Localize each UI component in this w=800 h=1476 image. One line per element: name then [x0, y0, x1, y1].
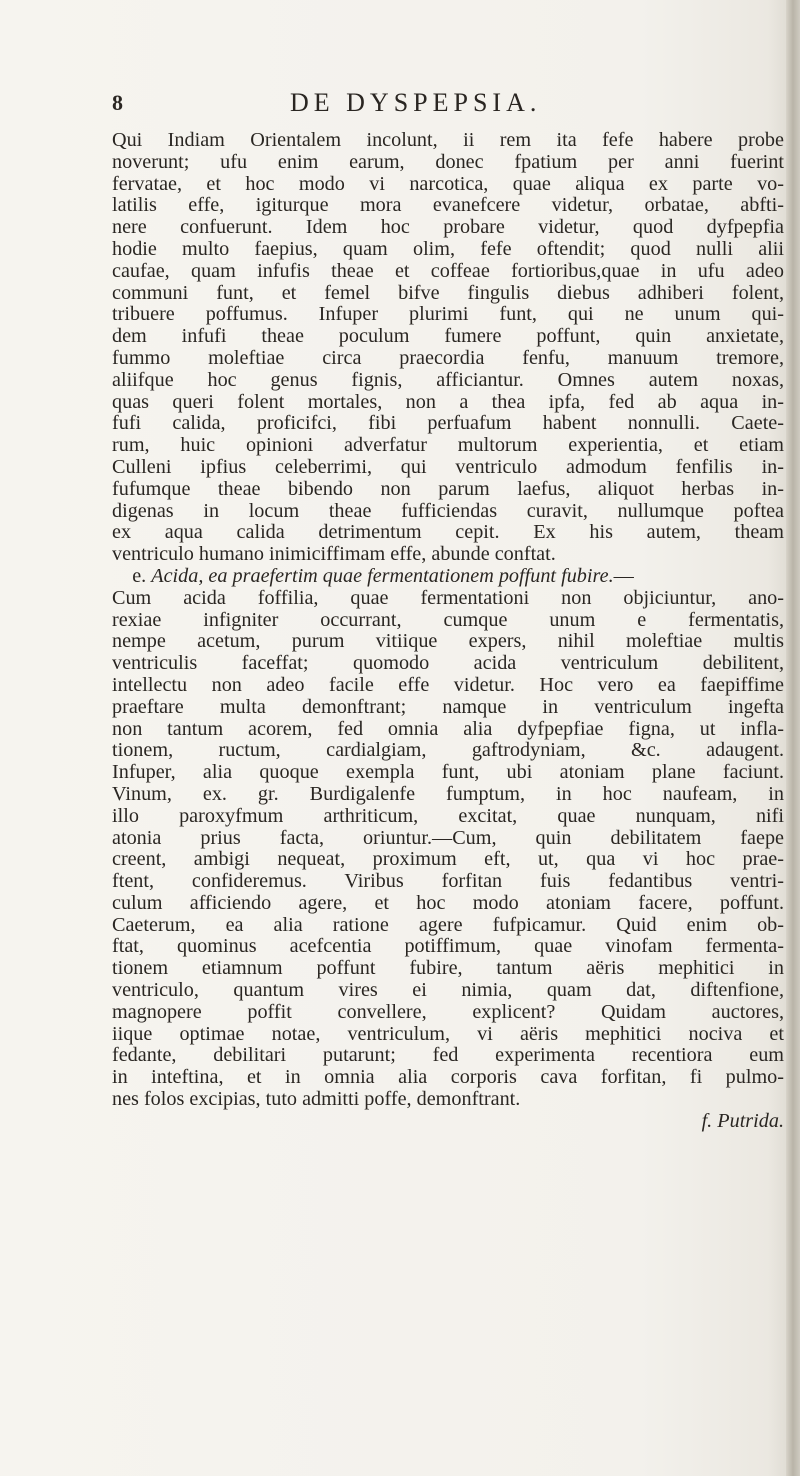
text-line: Qui Indiam Orientalem incolunt, ii rem ita fefe habere probe: [112, 129, 784, 151]
text-line: latilis effe, igiturque mora evanefcere videtur, orbatae, abfti-: [112, 194, 784, 217]
page-number: 8: [112, 90, 123, 115]
text-line: iique optimae notae, ventriculum, vi aëris mephitici nociva et: [112, 1022, 784, 1045]
text-line: fufumque theae bibendo non parum laefus, aliquot herbas in-: [112, 477, 784, 500]
text-line: ventriculis faceffat; quomodo acida ventriculum debilitent,: [112, 652, 784, 675]
text-line: magnopere poffit convellere, explicent? Quidam auctores,: [112, 1000, 784, 1023]
text-line: nempe acetum, purum vitiique expers, nihil moleftiae multis: [112, 630, 784, 653]
text-line: tionem etiamnum poffunt fubire, tantum aëris mephitici in: [112, 957, 784, 980]
text-line: Vinum, ex. gr. Burdigalenfe fumptum, in hoc naufeam, in: [112, 782, 784, 805]
text-line: Culleni ipfius celeberrimi, qui ventriculo admodum fenfilis in-: [112, 455, 784, 478]
text-line: fedante, debilitari putarunt; fed experimenta recentiora eum: [112, 1044, 784, 1067]
text-line: communi funt, et femel bifve fingulis diebus adhiberi folent,: [112, 281, 784, 304]
page-header: [112, 90, 632, 124]
text-line: digenas in locum theae fufficiendas curavit, nullumque poftea: [112, 499, 784, 522]
section-heading: [112, 566, 784, 588]
text-line: nes folos excipias, tuto admitti poffe, demonftrant.: [112, 1088, 521, 1111]
body-text: [112, 130, 784, 1133]
text-line: intellectu non adeo facile effe videtur. Hoc vero ea faepiffime: [112, 673, 784, 696]
text-line: illo paroxyfmum arthriticum, excitat, quae nunquam, nifi: [112, 804, 784, 827]
section-dash: —: [613, 564, 634, 587]
text-line: ex aqua calida detrimentum cepit. Ex his autem, theam: [112, 521, 784, 544]
text-line: ventriculo humano inimiciffimam effe, abunde conftat.: [112, 543, 556, 566]
text-line: fummo moleftiae circa praecordia fenfu, manuum tremore,: [112, 346, 784, 369]
text-line: ftat, quominus acefcentia potiffimum, quae vinofam fermenta-: [112, 935, 784, 958]
text-line: Caeterum, ea alia ratione agere fufpicamur. Quid enim ob-: [112, 913, 784, 936]
text-line: tribuere poffumus. Infuper plurimi funt, qui ne unum qui-: [112, 303, 784, 326]
text-line: tionem, ructum, cardialgiam, gaftrodyniam, &c. adaugent.: [112, 739, 784, 762]
text-line: atonia prius facta, oriuntur.—Cum, quin debilitatem faepe: [112, 826, 784, 849]
catchword: f. Putrida.: [701, 1109, 784, 1132]
text-line: ftent, confideremus. Viribus forfitan fuis fedantibus ventri-: [112, 870, 784, 893]
text-line: non tantum acorem, fed omnia alia dyfpepfiae figna, ut infla-: [112, 717, 784, 740]
text-line: rexiae infigniter occurrant, cumque unum e fermentatis,: [112, 608, 784, 631]
text-line: nere confuerunt. Idem hoc probare videtur, quod dyfpepfia: [112, 216, 784, 239]
text-line: caufae, quam infufis theae et coffeae fortioribus,quae in ufu adeo: [112, 259, 784, 282]
text-line: Infuper, alia quoque exempla funt, ubi atoniam plane faciunt.: [112, 761, 784, 784]
page-gutter-edge: [786, 0, 800, 1476]
section-letter: e.: [132, 564, 147, 587]
text-line: rum, huic opinioni adverfatur multorum experientia, et etiam: [112, 434, 784, 457]
text-line: creent, ambigi nequeat, proximum eft, ut, qua vi hoc prae-: [112, 848, 784, 871]
text-line: noverunt; ufu enim earum, donec fpatium per anni fuerint: [112, 150, 784, 173]
running-title: DE DYSPEPSIA.: [290, 88, 542, 117]
text-line: ventriculo, quantum vires ei nimia, quam dat, diftenfione,: [112, 979, 784, 1002]
section-title: Acida, ea praefertim quae fermentationem poffunt fubire.: [151, 564, 614, 587]
text-line: quas queri folent mortales, non a thea ipfa, fed ab aqua in-: [112, 390, 784, 413]
text-line: culum afficiendo agere, et hoc modo atoniam facere, poffunt.: [112, 891, 784, 914]
text-line: fufi calida, proficifci, fibi perfuafum habent nonnulli. Caete-: [112, 412, 784, 435]
text-line: praeftare multa demonftrant; namque in ventriculum ingefta: [112, 695, 784, 718]
text-line: aliifque hoc genus fignis, afficiantur. Omnes autem noxas,: [112, 368, 784, 391]
text-line: in inteftina, et in omnia alia corporis cava forfitan, fi pulmo-: [112, 1066, 784, 1089]
text-line: dem infufi theae poculum fumere poffunt, quin anxietate,: [112, 325, 784, 348]
text-line: hodie multo faepius, quam olim, fefe oftendit; quod nulli alii: [112, 237, 784, 260]
text-line: fervatae, et hoc modo vi narcotica, quae aliqua ex parte vo-: [112, 172, 784, 195]
text-line: Cum acida foffilia, quae fermentationi non objiciuntur, ano-: [112, 586, 784, 609]
